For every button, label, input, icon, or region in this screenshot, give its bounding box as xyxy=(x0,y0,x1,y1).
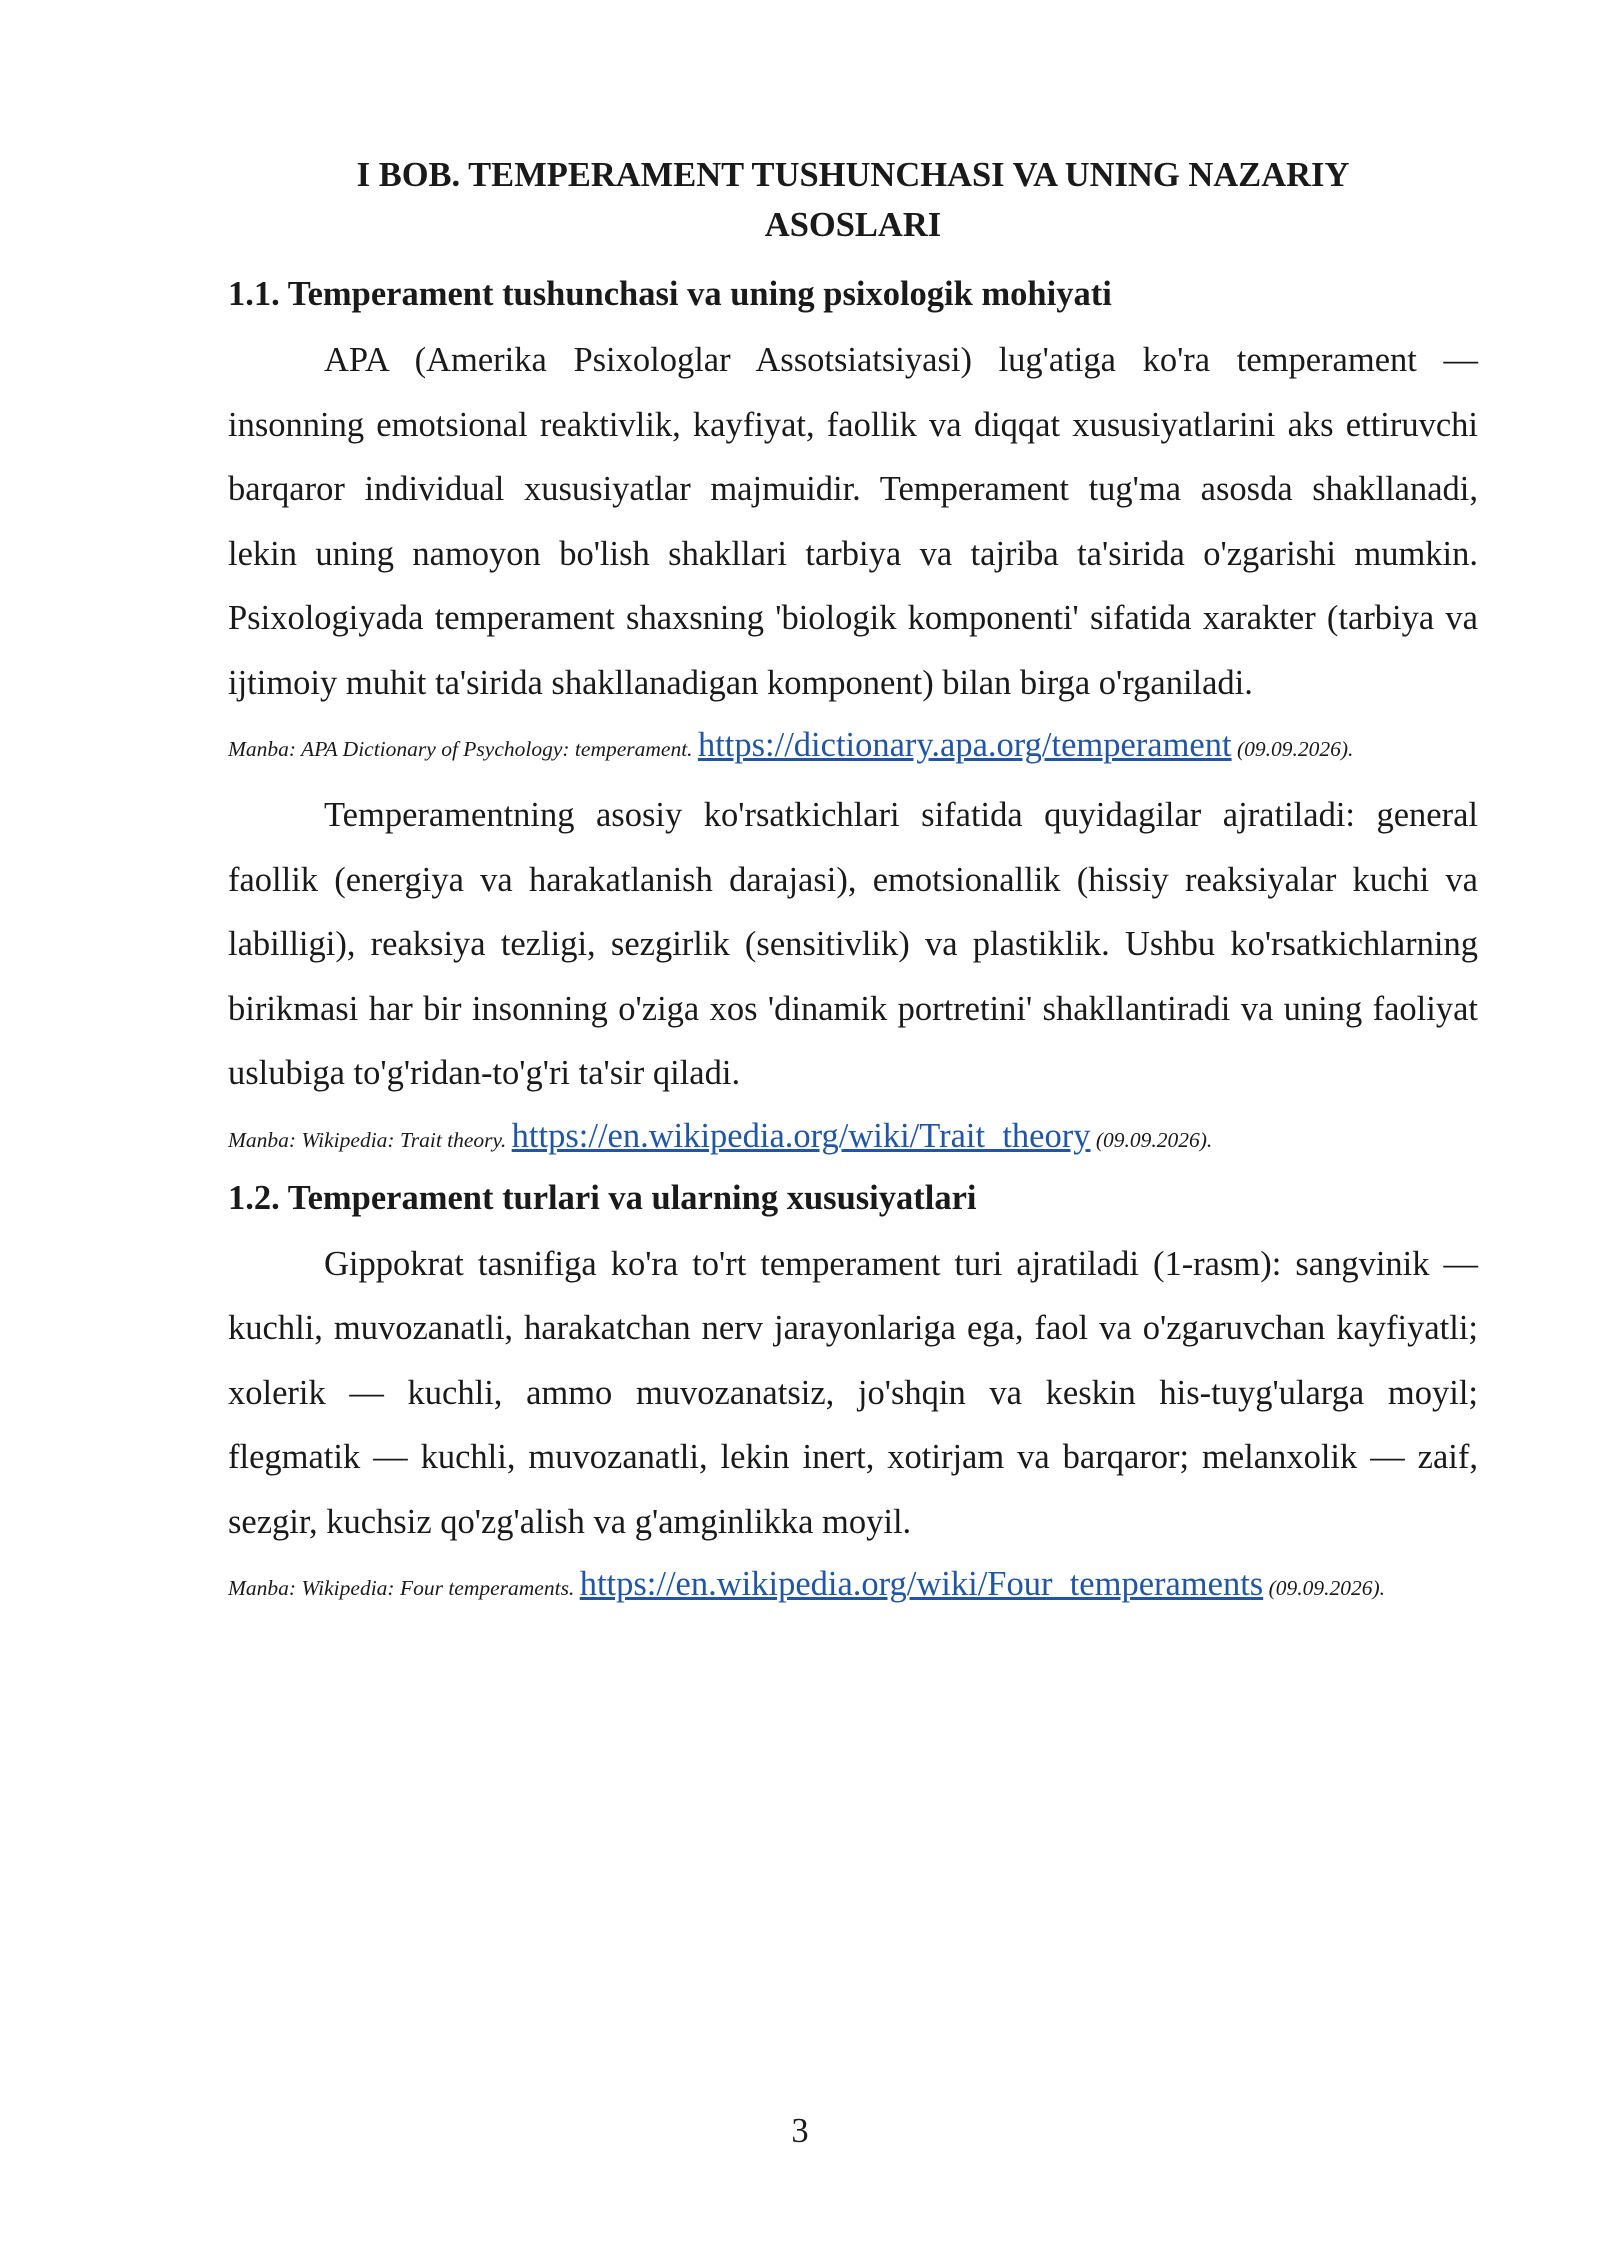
source-date: (09.09.2026). xyxy=(1095,1127,1213,1152)
section-heading-1-1: 1.1. Temperament tushunchasi va uning psixologik mohiyati xyxy=(228,275,1112,313)
paragraph-apa-definition: APA (Amerika Psixologlar Assotsiatsiyasi) lug'atiga ko'ra temperament — insonning emotsional reaktivlik, kayfiyat, faollik va diqqat xususiyatlarini aks ettiruvchi barqaror individual xususiyatlar majmuidir. Temperament tug'ma asosda shakllanadi, lekin uning namoyon bo'lish shakllari tarbiya va tajriba ta'sirida o'zgarishi mumkin. Psixologiyada temperament shaxsning 'biologik komponenti' sifatida xarakter (tarbiya va ijtimoiy muhit ta'sirida shakllanadigan komponent) bilan birga o'rganiladi. xyxy=(228,341,1478,702)
source-link[interactable]: https://dictionary.apa.org/temperament xyxy=(697,726,1232,764)
source-date: (09.09.2026). xyxy=(1268,1576,1386,1600)
source-link[interactable]: https://en.wikipedia.org/wiki/Four_temperaments xyxy=(579,1565,1264,1603)
source-link[interactable]: https://en.wikipedia.org/wiki/Trait_theory xyxy=(511,1116,1091,1155)
source-date: (09.09.2026). xyxy=(1236,737,1354,761)
source-citation xyxy=(228,1116,1478,1155)
source-label: Manba: Wikipedia: Four temperaments. xyxy=(228,1576,575,1600)
paragraph-hippocrates-types: Gippokrat tasnifiga ko'ra to'rt temperament turi ajratiladi (1-rasm): sangvinik — kuchli, muvozanatli, harakatchan nerv jarayonlariga ega, faol va o'zgaruvchan kayfiyatli; xolerik — kuchli, ammo muvozanatsiz, jo'shqin va keskin his-tuyg'ularga moyil; flegmatik — kuchli, muvozanatli, lekin inert, xotirjam va barqaror; melanxolik — zaif, sezgir, kuchsiz qo'zg'alish va g'amginlikka moyil. xyxy=(228,1244,1478,1541)
section-heading-1-2: 1.2. Temperament turlari va ularning xususiyatlari xyxy=(228,1178,977,1217)
paragraph-indicators: Temperamentning asosiy ko'rsatkichlari sifatida quyidagilar ajratiladi: general faollik (energiya va harakatlanish darajasi), emotsionallik (hissiy reaksiyalar kuchi va labilligi), reaksiya tezligi, sezgirlik (sensitivlik) va plastiklik. Ushbu ko'rsatkichlarning birikmasi har bir insonning o'ziga xos 'dinamik portretini' shakllantiradi va uning faoliyat uslubiga to'g'ridan-to'g'ri ta'sir qiladi. xyxy=(228,796,1478,1092)
chapter-title: I BOB. TEMPERAMENT TUSHUNCHASI VA UNING NAZARIY ASOSLARI xyxy=(356,156,1350,244)
document-page xyxy=(228,150,1478,1602)
source-citation xyxy=(228,1565,1478,1603)
source-label: Manba: APA Dictionary of Psychology: temperament. xyxy=(228,737,693,761)
source-citation xyxy=(228,726,1478,764)
page-number: 3 xyxy=(791,2112,809,2150)
source-label: Manba: Wikipedia: Trait theory. xyxy=(228,1127,507,1152)
